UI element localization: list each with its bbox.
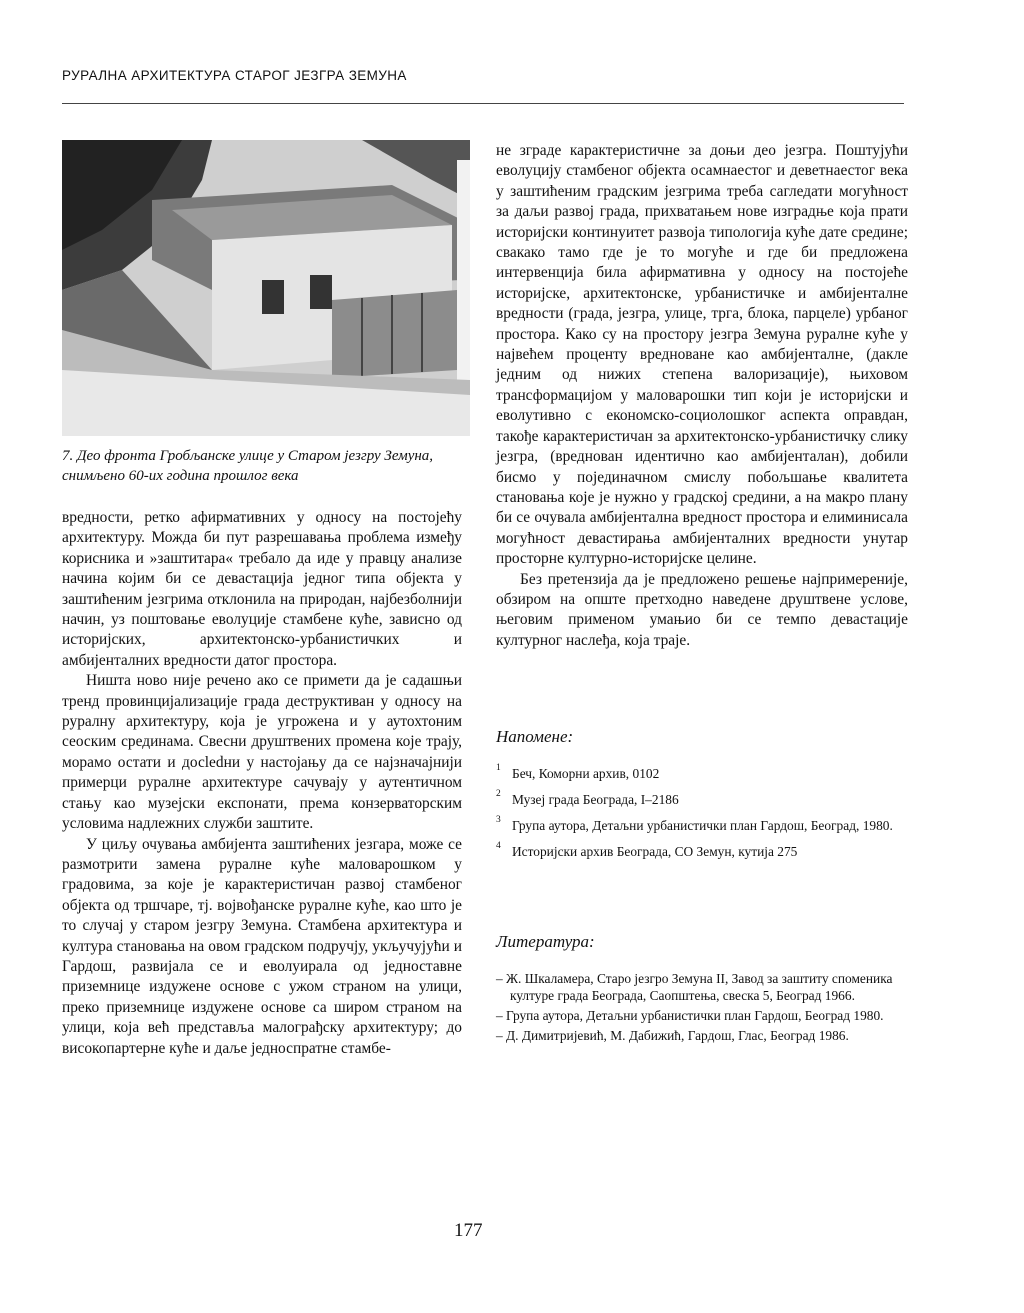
literature-item: – Група аутора, Детаљни урбанистички план Гардош, Београд 1980. xyxy=(496,1008,884,1023)
literature-title: Литература: xyxy=(496,932,595,951)
running-header: РУРАЛНА АРХИТЕКТУРА СТАРОГ ЈЕЗГРА ЗЕМУНА xyxy=(62,68,407,83)
note-text: Беч, Коморни архив, 0102 xyxy=(512,766,660,781)
paragraph: не зграде карактеристичне за доњи део језгра. Поштујући еволуцију стамбеног објекта осамнаестог и деветнаестог века у заштићеним градским језгрима треба сагледати могућност за даљи развој града, прихватањем нове изградње која прати историјски континуитет развоја типологија куће дате средине; свакако тамо где је то могуће и где би предложена интервенција била афирмативна у односу на постојеће историјске, архитектонске, урбанистичке и амбијенталне вредности (града, језгра, улице, трга, блока, парцеле) урбаног простора. Како су на простору језгра Земуна руралне куће у највећем проценту вредноване као амбијенталне, (дакле једним од нижих степена валоризације), њиховом трансформацијом у маловарошки тип који је историјски и еволутивно с економско-социолошког аспекта оправдан, такође карактеристичан за архитектонско-урбанистичку слику језгра, (вреднован идентично као амбијенталан), добили бисмо у појединачном смислу побољшање квалитета становања које је нужно у градској средини, а на макро плану би се очувала амбијентална вредност простора и елиминисала могућност девастирања амбијенталних вредности унутар просторне културно-историјске целине. xyxy=(496,142,908,568)
note-number: 3 xyxy=(496,815,501,825)
note-text: Група аутора, Детаљни урбанистички план Гардош, Београд, 1980. xyxy=(512,818,893,833)
paragraph: Без претензија да је предложено решење најпримереније, обзиром на опште претходно наведене друштвене услове, његовим применом умањио би се темпо девастације културног наслеђа, која траје. xyxy=(496,570,908,649)
literature-list xyxy=(496,970,906,1047)
caption-line-2: снимљено 60-их година прошлог века xyxy=(62,468,299,484)
note-number: 1 xyxy=(496,763,501,773)
left-column xyxy=(62,508,462,1059)
caption-line-1: 7. Део фронта Гробљанске улице у Старом језгру Земуна, xyxy=(62,448,434,464)
note-item xyxy=(496,817,906,834)
literature-item: – Ж. Шкаламера, Старо језгро Земуна II, Завод за заштиту споменика културе града Београда, Саопштења, свеска 5, Београд 1966. xyxy=(496,971,893,1003)
right-column xyxy=(496,141,908,651)
note-item xyxy=(496,765,906,782)
note-number: 2 xyxy=(496,789,501,799)
notes-list xyxy=(496,765,906,869)
notes-title: Напомене: xyxy=(496,727,574,746)
note-number: 4 xyxy=(496,841,501,851)
figure-caption xyxy=(62,446,472,486)
paragraph: Ништа ново није речено ако се примети да је садашњи тренд провинцијализације града деструктиван у односу на руралну архитектуру, која је угрожена и у аутохтоним сеоским срединама. Свесни друштвених промена које трају, морамо остати и досledни у настојању да се најзначајнији примерци руралне архитектуре сачувају у аутентичном стању као музејски експонати, према конзерваторским условима надлежних служби заштите. xyxy=(62,672,462,833)
page-number: 177 xyxy=(454,1220,483,1241)
paragraph: вредности, ретко афирмативних у односу на постојећу архитектуру. Можда би пут разрешавања проблема између корисника и »заштитара« требало да иде у правцу анализе начина којим би се девастација једног типа објекта у заштићеним језгрима отклонила на природан, најбезболнији начин, уз поштовање еволуције стамбене куће, зависно од историјских, архитектонско-урбанистичких и амбијенталних вредности датог простора. xyxy=(62,509,462,669)
literature-item: – Д. Димитријевић, М. Дабижић, Гардош, Глас, Београд 1986. xyxy=(496,1028,849,1043)
street-photo-drawing xyxy=(62,140,470,436)
paragraph: У циљу очувања амбијента заштићених језгара, може се размотрити замена руралне куће маловарошком у градовима, за које је карактеристичан развој стамбеног објекта од тршчаре, тј. војвођанске руралне куће, као што је то случај у старом језгру Земуна. Стамбена архитектура и култура становања на овом градском подручју, укључујући и Гардош, развијала се и еволуирала од једноставне приземнице издужене основе с ужом страном на улици, преко приземнице издужене основе са широм страном на улици, која већ представља малограђску архитектуру; до високопартерне куће и даље једноспратне стамбе- xyxy=(62,835,462,1057)
note-item xyxy=(496,843,906,860)
header-rule xyxy=(62,103,904,104)
note-text: Музеј града Београда, I–2186 xyxy=(512,792,679,807)
note-item xyxy=(496,791,906,808)
note-text: Историјски архив Београда, СО Земун, кутија 275 xyxy=(512,844,798,859)
street-photo xyxy=(62,140,470,436)
